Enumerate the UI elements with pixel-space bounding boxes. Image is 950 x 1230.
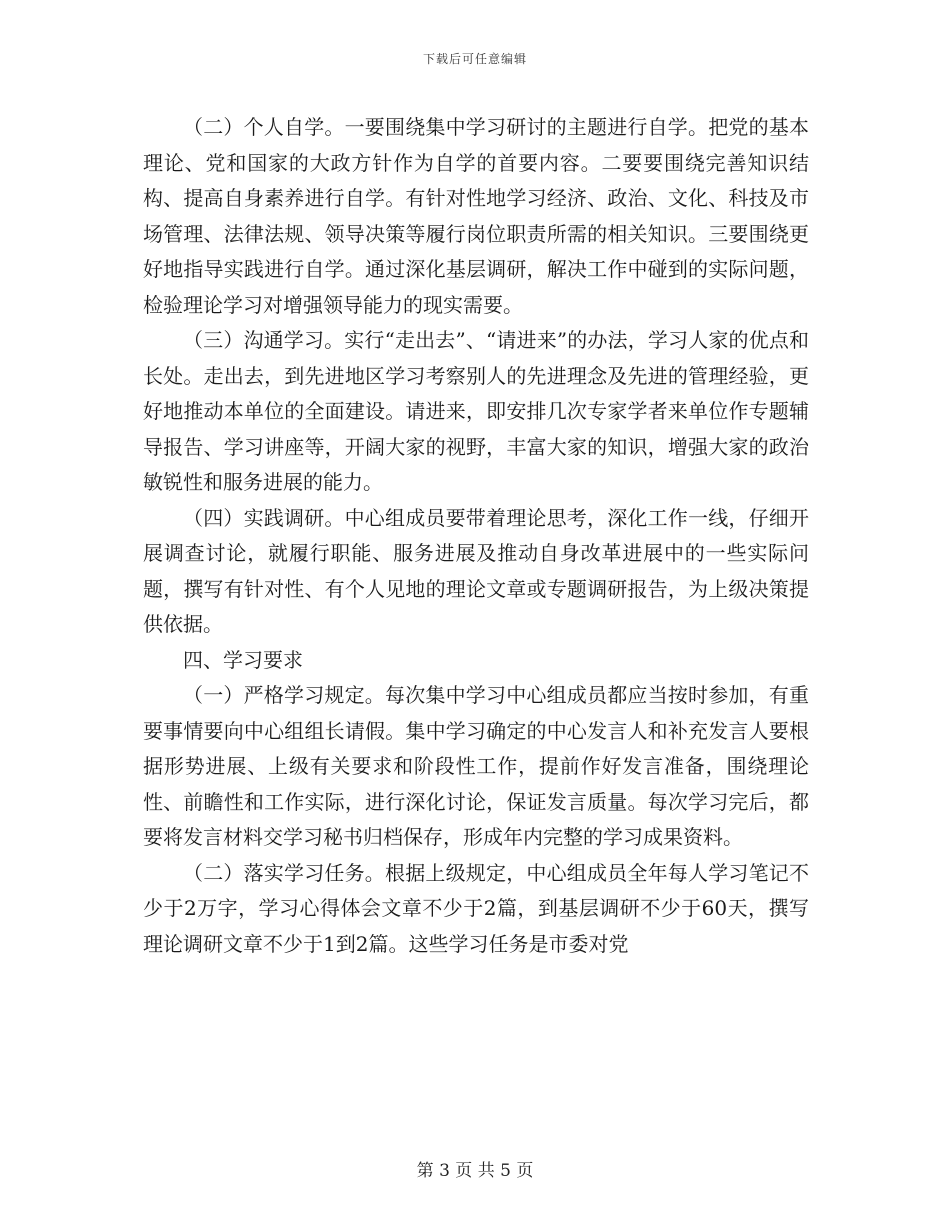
paragraph-exchange-study: （三）沟通学习。实行“走出去”、“请进来”的办法，学习人家的优点和长处。走出去，到先进地区学习考察别人的先进理念及先进的管理经验，更好地推动本单位的全面建设。请进来，即安排几次专家学者来单位作专题辅导报告、学习讲座等，开阔大家的视野，丰富大家的知识，增强大家的政治敏锐性和服务进展的能力。 bbox=[143, 328, 809, 494]
page-header: 下载后可任意编辑 bbox=[422, 52, 527, 66]
paragraph-personal-study: （二）个人自学。一要围绕集中学习研讨的主题进行自学。把党的基本理论、党和国家的大政方针作为自学的首要内容。二要要围绕完善知识结构、提高自身素养进行自学。有针对性地学习经济、政治、文化、科技及市场管理、法律法规、领导决策等履行岗位职责所需的相关知识。三要围绕更好地指导实践进行自学。通过深化基层调研，解决工作中碰到的实际问题，检验理论学习对增强领导能力的现实需要。 bbox=[143, 115, 809, 317]
document-body bbox=[143, 110, 809, 962]
paragraph-practice-research: （四）实践调研。中心组成员要带着理论思考，深化工作一线，仔细开展调查讨论，就履行职能、服务进展及推动自身改革进展中的一些实际问题，撰写有针对性、有个人见地的理论文章或专题调研报告，为上级决策提供依据。 bbox=[143, 505, 809, 636]
page-number: 第 3 页 共 5 页 bbox=[416, 1161, 534, 1181]
paragraph-strict-rules: （一）严格学习规定。每次集中学习中心组成员都应当按时参加，有重要事情要向中心组组长请假。集中学习确定的中心发言人和补充发言人要根据形势进展、上级有关要求和阶段性工作，提前作好发言准备，围绕理论性、前瞻性和工作实际，进行深化讨论，保证发言质量。每次学习完后，都要将发言材料交学习秘书归档保存，形成年内完整的学习成果资料。 bbox=[143, 683, 809, 849]
paragraph-study-tasks: （二）落实学习任务。根据上级规定，中心组成员全年每人学习笔记不少于2万字，学习心得体会文章不少于2篇，到基层调研不少于60天，撰写理论调研文章不少于1到2篇。这些学习任务是市委对党 bbox=[143, 860, 809, 956]
section-heading-study-requirements: 四、学习要求 bbox=[183, 647, 303, 672]
